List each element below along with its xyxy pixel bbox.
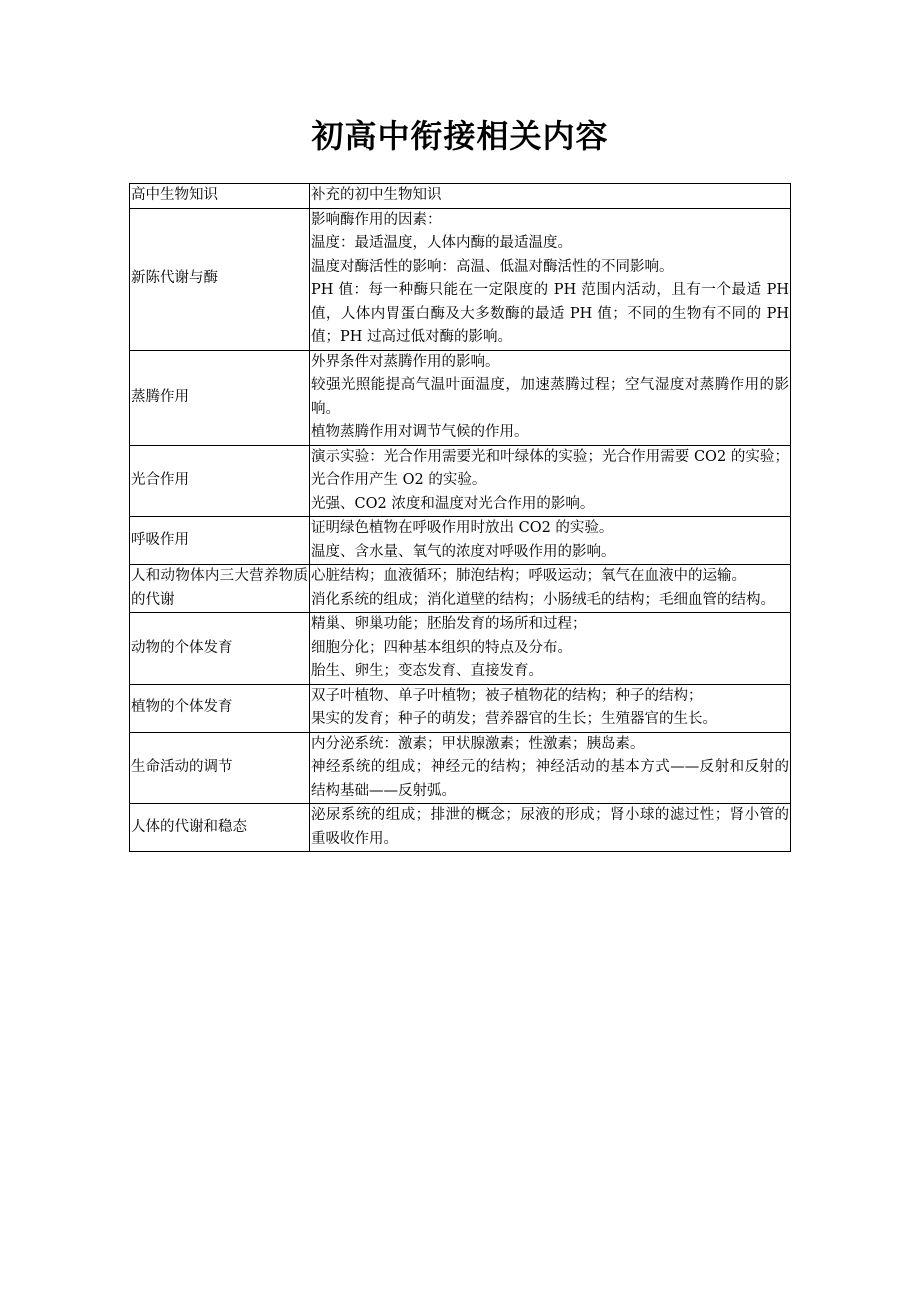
detail-line: 果实的发育；种子的萌发；营养器官的生长；生殖器官的生长。	[311, 711, 717, 727]
detail-line: 温度对酶活性的影响：高温、低温对酶活性的不同影响。	[311, 258, 674, 275]
detail-line: 内分泌系统：激素；甲状腺激素；性激素；胰岛素。	[311, 735, 645, 752]
detail-line: 演示实验：光合作用需要光和叶绿体的实验；光合作用需要 CO2 的实验；光合作用产生 O2 的实验。	[311, 448, 789, 488]
detail-line: 证明绿色植物在呼吸作用时放出 CO2 的实验。	[311, 520, 614, 536]
row-topic: 蒸腾作用	[130, 350, 310, 445]
table-row	[130, 517, 791, 565]
row-detail	[310, 804, 791, 852]
row-topic: 人和动物体内三大营养物质的代谢	[130, 565, 310, 613]
detail-line: 胎生、卵生；变态发育、直接发育。	[311, 663, 543, 679]
table-row	[130, 565, 791, 613]
row-topic: 生命活动的调节	[130, 732, 310, 804]
table-header-row	[130, 184, 791, 209]
row-topic: 人体的代谢和稳态	[130, 804, 310, 852]
table-row	[130, 350, 791, 445]
detail-line: 心脏结构；血液循环；肺泡结构；呼吸运动；氧气在血液中的运输。	[311, 568, 746, 584]
row-detail	[310, 445, 791, 517]
table-row	[130, 208, 791, 350]
table-row	[130, 684, 791, 732]
page-title: 初高中衔接相关内容	[311, 117, 609, 155]
row-detail	[310, 613, 791, 685]
row-topic: 植物的个体发育	[130, 684, 310, 732]
table-row	[130, 732, 791, 804]
table-row	[130, 804, 791, 852]
detail-line: 影响酶作用的因素：	[311, 211, 442, 228]
detail-line: 消化系统的组成；消化道壁的结构；小肠绒毛的结构；毛细血管的结构。	[311, 591, 775, 608]
row-detail	[310, 565, 791, 613]
row-detail	[310, 350, 791, 445]
detail-line: 精巢、卵巢功能；胚胎发育的场所和过程；	[311, 616, 587, 632]
detail-line: 细胞分化；四种基本组织的特点及分布。	[311, 639, 572, 656]
detail-line: 较强光照能提高气温叶面温度，加速蒸腾过程；空气湿度对蒸腾作用的影响。	[311, 377, 789, 417]
table-row	[130, 445, 791, 517]
row-detail	[310, 732, 791, 804]
detail-line: 温度：最适温度，人体内酶的最适温度。	[311, 235, 572, 251]
detail-line: 温度、含水量、氧气的浓度对呼吸作用的影响。	[311, 543, 616, 560]
row-topic: 新陈代谢与酶	[130, 208, 310, 350]
detail-line: 植物蒸腾作用对调节气候的作用。	[311, 424, 529, 440]
detail-line: 光强、CO2 浓度和温度对光合作用的影响。	[311, 495, 595, 512]
row-detail	[310, 208, 791, 350]
header-high-school: 高中生物知识	[130, 184, 310, 209]
table-row	[130, 613, 791, 685]
detail-line: 神经系统的组成；神经元的结构；神经活动的基本方式——反射和反射的结构基础——反射弧。	[311, 759, 789, 799]
detail-line: PH 值：每一种酶只能在一定限度的 PH 范围内活动，且有一个最适 PH 值，人体内胃蛋白酶及大多数酶的最适 PH 值；不同的生物有不同的 PH 值；PH 过高过低对酶的影响。	[311, 282, 789, 345]
row-topic: 动物的个体发育	[130, 613, 310, 685]
knowledge-table	[129, 183, 791, 852]
detail-line: 外界条件对蒸腾作用的影响。	[311, 353, 500, 370]
detail-line: 泌尿系统的组成；排泄的概念；尿液的形成；肾小球的滤过性；肾小管的重吸收作用。	[311, 807, 789, 847]
row-detail	[310, 517, 791, 565]
row-topic: 呼吸作用	[130, 517, 310, 565]
detail-line: 双子叶植物、单子叶植物；被子植物花的结构；种子的结构；	[311, 687, 703, 704]
header-junior-high: 补充的初中生物知识	[310, 184, 791, 209]
row-topic: 光合作用	[130, 445, 310, 517]
row-detail	[310, 684, 791, 732]
